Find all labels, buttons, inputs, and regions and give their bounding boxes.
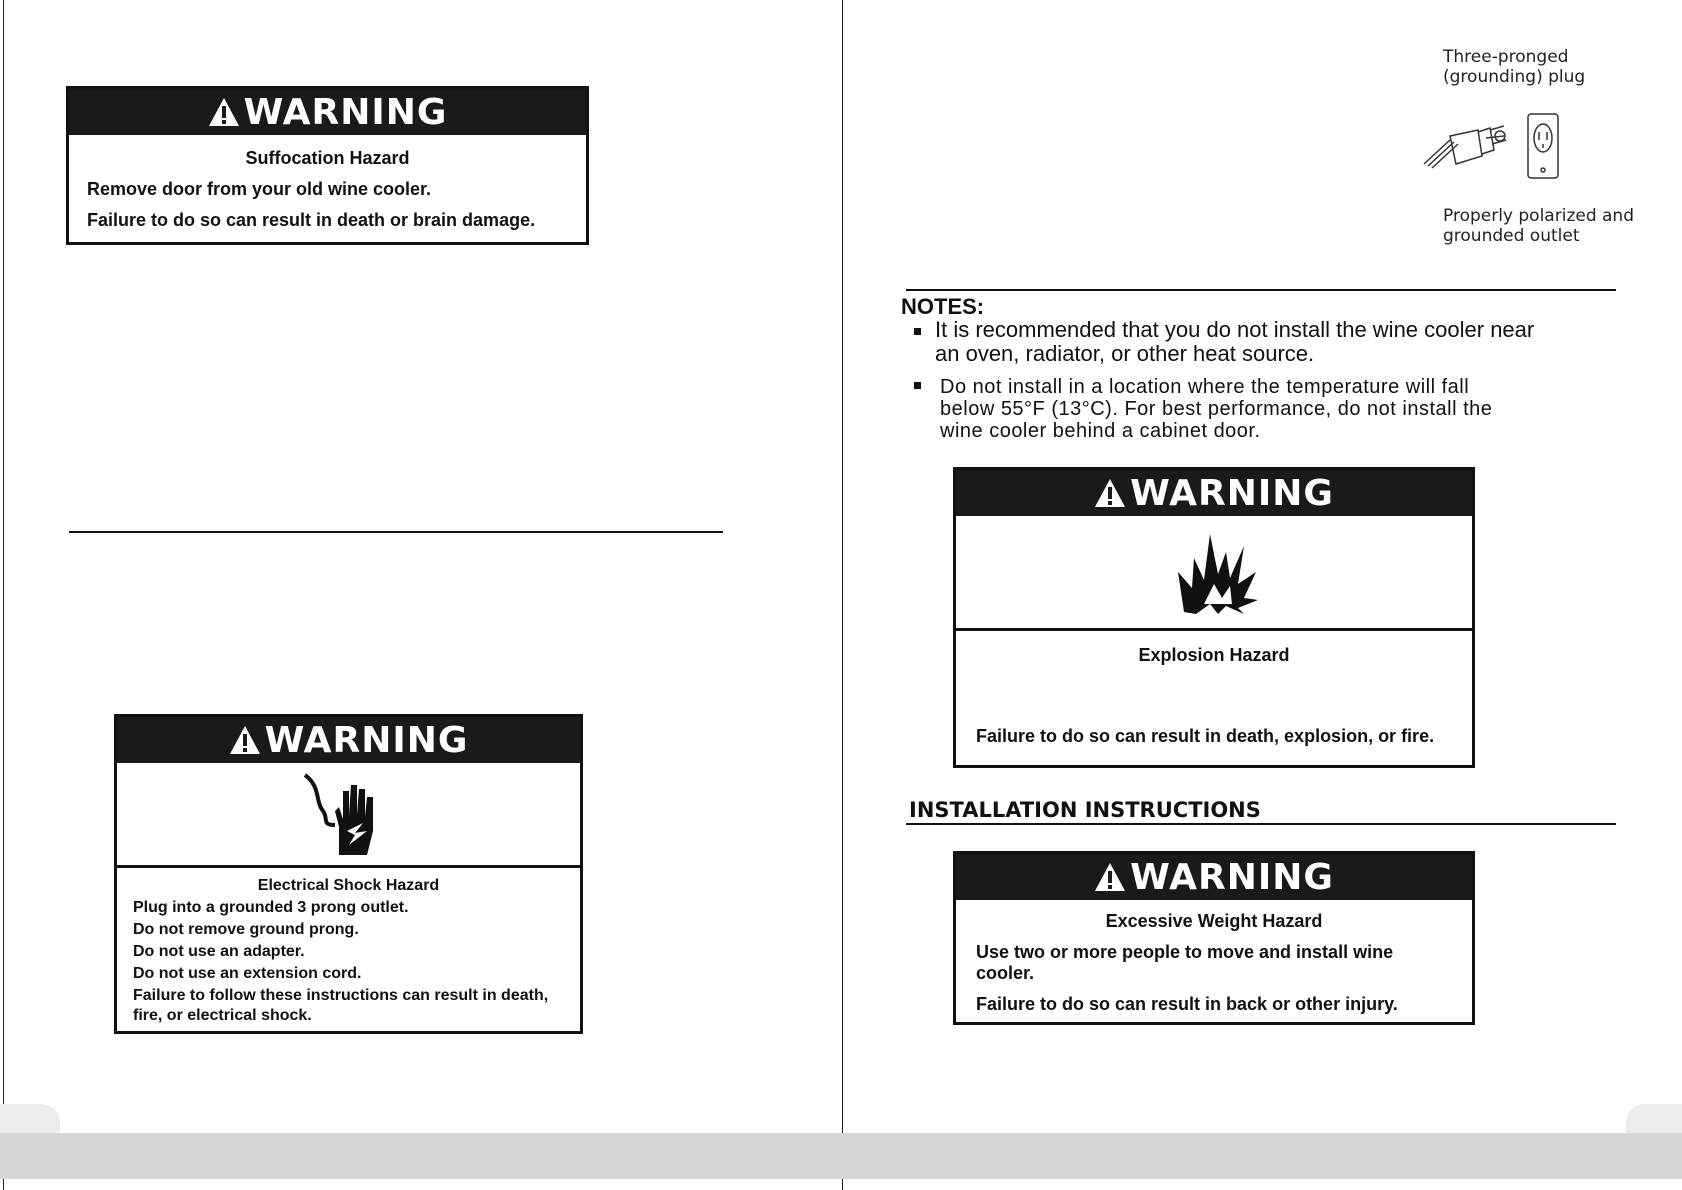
explosion-icon <box>1174 528 1260 614</box>
note-item <box>940 376 1492 442</box>
hazard-line: Do not use an extension cord. <box>133 965 362 982</box>
electrical-warning-box <box>114 714 583 1034</box>
left-page-edge <box>3 0 4 1190</box>
footer-band <box>0 1133 1682 1179</box>
warning-label: WARNING <box>264 720 469 761</box>
hazard-line: Failure to follow these instructions can result in death, <box>133 987 549 1004</box>
installation-title: INSTALLATION INSTRUCTIONS <box>909 798 1261 822</box>
note-line: It is recommended that you do not install the wine cooler near <box>935 317 1535 342</box>
warning-header <box>956 854 1472 900</box>
section-divider <box>69 531 723 533</box>
electrical-shock-hand-icon <box>301 771 391 857</box>
plug-label-top <box>1443 47 1585 87</box>
suffocation-warning-box <box>66 86 589 245</box>
plug-label-line: Three-pronged <box>1443 47 1569 67</box>
hazard-line: Remove door from your old wine cooler. <box>87 179 432 199</box>
warning-triangle-icon <box>1094 473 1126 521</box>
hazard-line: Failure to do so can result in back or other injury. <box>976 994 1398 1014</box>
note-item <box>935 318 1534 366</box>
notes-title: NOTES: <box>901 294 985 319</box>
plug-label-line: Properly polarized and <box>1443 206 1635 226</box>
hazard-line: Failure to do so can result in death or brain damage. <box>87 210 536 230</box>
warning-label: WARNING <box>1130 473 1334 514</box>
hazard-title: Electrical Shock Hazard <box>257 877 440 894</box>
weight-warning-box <box>953 851 1475 1025</box>
note-line: below 55°F (13°C). For best performance, do not install the <box>940 398 1493 420</box>
warning-triangle-icon <box>1094 857 1126 905</box>
plug-label-line: (grounding) plug <box>1443 67 1586 87</box>
installation-divider <box>906 823 1616 825</box>
hazard-title: Suffocation Hazard <box>245 148 410 168</box>
plug-label-line: grounded outlet <box>1443 226 1580 246</box>
warning-triangle-icon <box>229 720 261 768</box>
warning-header <box>117 717 580 763</box>
warning-triangle-icon <box>208 92 240 140</box>
warning-header <box>956 470 1472 516</box>
hazard-title: Explosion Hazard <box>1138 645 1290 665</box>
note-bullet <box>914 382 921 389</box>
hazard-line: Do not remove ground prong. <box>133 921 359 938</box>
page-gutter <box>842 0 843 1190</box>
note-line: an oven, radiator, or other heat source. <box>935 341 1315 366</box>
grounded-plug-outlet-icon <box>1420 108 1570 184</box>
notes-divider <box>906 289 1616 291</box>
electrical-icon-area <box>117 763 580 865</box>
warning-label: WARNING <box>1130 857 1334 898</box>
warning-label: WARNING <box>243 92 448 133</box>
note-line: wine cooler behind a cabinet door. <box>940 420 1261 442</box>
warning-header <box>69 89 586 135</box>
hazard-line: Plug into a grounded 3 prong outlet. <box>133 899 409 916</box>
hazard-line: fire, or electrical shock. <box>133 1007 312 1024</box>
hazard-line: Use two or more people to move and install wine <box>976 942 1394 962</box>
hazard-title: Excessive Weight Hazard <box>1105 911 1323 931</box>
explosion-warning-box <box>953 467 1475 768</box>
hazard-line: Do not use an adapter. <box>133 943 305 960</box>
hazard-line: Failure to do so can result in death, explosion, or fire. <box>976 726 1435 746</box>
note-bullet <box>914 328 921 335</box>
note-line: Do not install in a location where the temperature will fall <box>940 376 1470 398</box>
hazard-line: cooler. <box>976 963 1035 983</box>
plug-label-bottom <box>1443 206 1634 246</box>
explosion-icon-area <box>956 516 1472 628</box>
